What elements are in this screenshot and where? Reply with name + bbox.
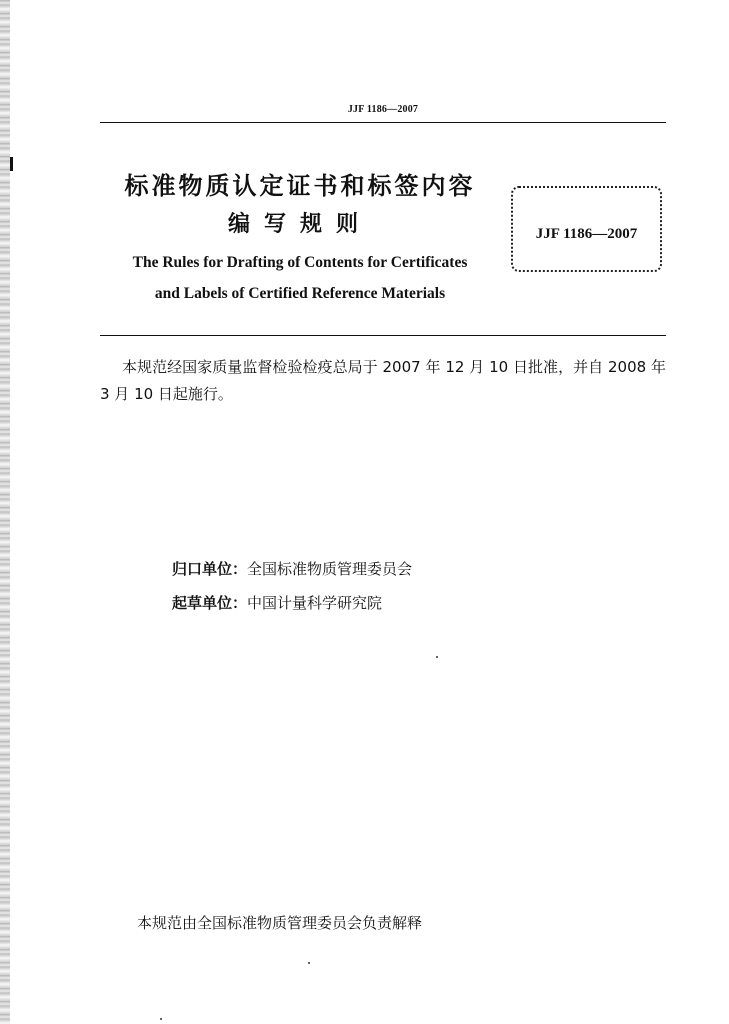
approval-statement: 本规范经国家质量监督检验检疫总局于 2007 年 12 月 10 日批准，并自 2008 年 3 月 10 日起施行。 [100,358,666,403]
standard-code: JJF 1186—2007 [535,226,638,242]
interpretation-statement: 本规范由全国标准物质管理委员会负责解释 [137,914,423,932]
scan-speck [436,656,438,658]
title-english-line2: and Labels of Certified Reference Materials [154,285,446,302]
scan-edge-mark [10,157,13,171]
header-rule [100,122,666,123]
drafting-unit-value: 中国计量科学研究院 [247,594,383,612]
responsible-unit-label: 归口单位： [172,560,248,578]
responsible-unit-value: 全国标准物质管理委员会 [247,560,413,578]
responsible-unit-line [172,558,412,579]
title-separator-rule [100,335,666,336]
running-header-code: JJF 1186—2007 [347,104,419,115]
drafting-unit-label: 起草单位： [172,594,248,612]
scan-speck [160,1018,162,1020]
standard-code-frame [511,186,662,272]
title-chinese-line2: 编写规则 [227,212,372,237]
scan-speck [308,962,310,964]
drafting-unit-line [172,592,382,613]
title-chinese-line1: 标准物质认定证书和标签内容 [124,172,476,200]
scan-edge-shadow [0,0,10,1024]
title-english-line1: The Rules for Drafting of Contents for Certificates [132,254,468,271]
